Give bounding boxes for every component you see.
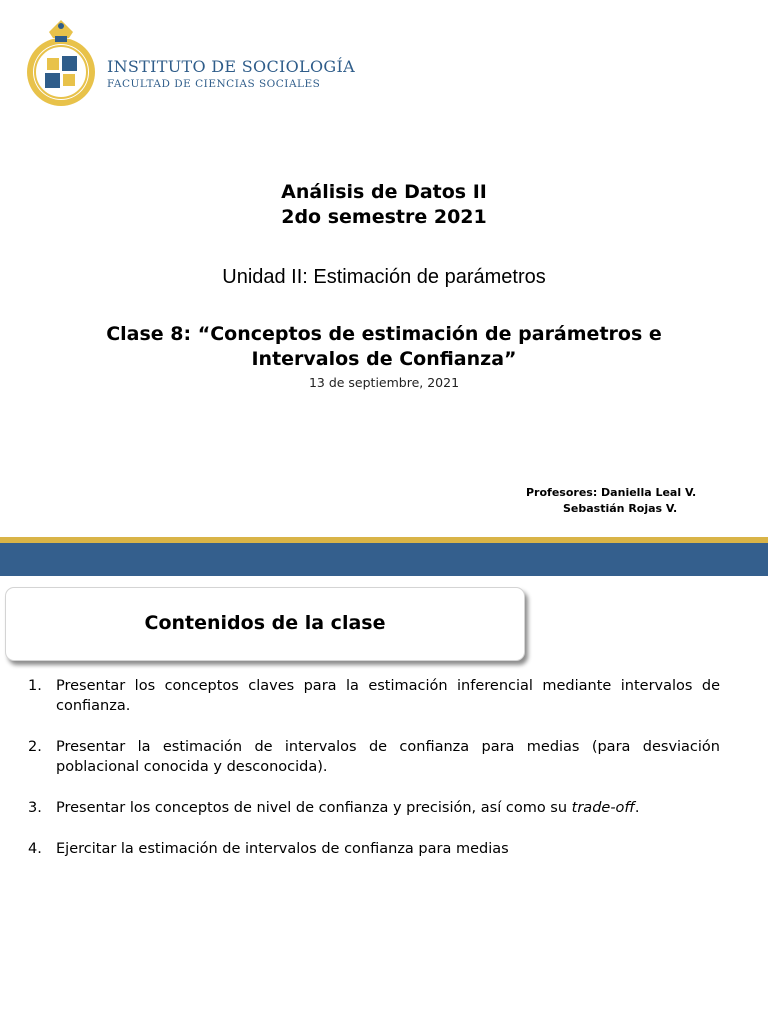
- course-name: Análisis de Datos II: [281, 181, 487, 203]
- university-seal-logo: [25, 14, 97, 112]
- list-item-emphasis: trade-off: [571, 800, 635, 816]
- list-item-tail: .: [634, 800, 640, 816]
- contents-list: [28, 676, 720, 880]
- semester: 2do semestre 2021: [281, 206, 487, 228]
- list-item-number: 2.: [28, 739, 42, 755]
- blue-band: [0, 543, 768, 576]
- class-title-line2: Intervalos de Confianza”: [251, 348, 517, 370]
- unit-title: Unidad II: Estimación de parámetros: [222, 266, 546, 288]
- list-item: [28, 676, 720, 716]
- class-date: 13 de septiembre, 2021: [308, 375, 460, 390]
- course-title: [0, 180, 768, 230]
- contents-heading: Contenidos de la clase: [144, 612, 386, 634]
- list-item-text: Presentar la estimación de intervalos de confianza para medias (para desviación poblacional conocida y desconocida).: [56, 739, 720, 775]
- list-item-text: Presentar los conceptos de nivel de confianza y precisión, así como su: [56, 800, 572, 816]
- header: [0, 0, 768, 130]
- list-item: [28, 737, 720, 777]
- professors-line1: Profesores: Daniella Leal V.: [526, 486, 697, 499]
- list-item: [28, 798, 720, 818]
- list-item-number: 1.: [28, 678, 42, 694]
- list-item: [28, 839, 720, 859]
- class-title-line1: Clase 8: “Conceptos de estimación de parámetros e: [106, 323, 662, 345]
- list-item-text: Presentar los conceptos claves para la estimación inferencial mediante intervalos de confianza.: [56, 678, 720, 714]
- list-item-text: Ejercitar la estimación de intervalos de confianza para medias: [56, 841, 509, 857]
- class-title: [0, 322, 768, 372]
- institute-name: INSTITUTO DE SOCIOLOGÍA: [107, 57, 355, 76]
- list-item-number: 3.: [28, 800, 42, 816]
- contents-heading-box: [5, 587, 525, 661]
- professors-line2: Sebastián Rojas V.: [563, 502, 678, 515]
- list-item-number: 4.: [28, 841, 42, 857]
- faculty-name: FACULTAD DE CIENCIAS SOCIALES: [107, 78, 321, 90]
